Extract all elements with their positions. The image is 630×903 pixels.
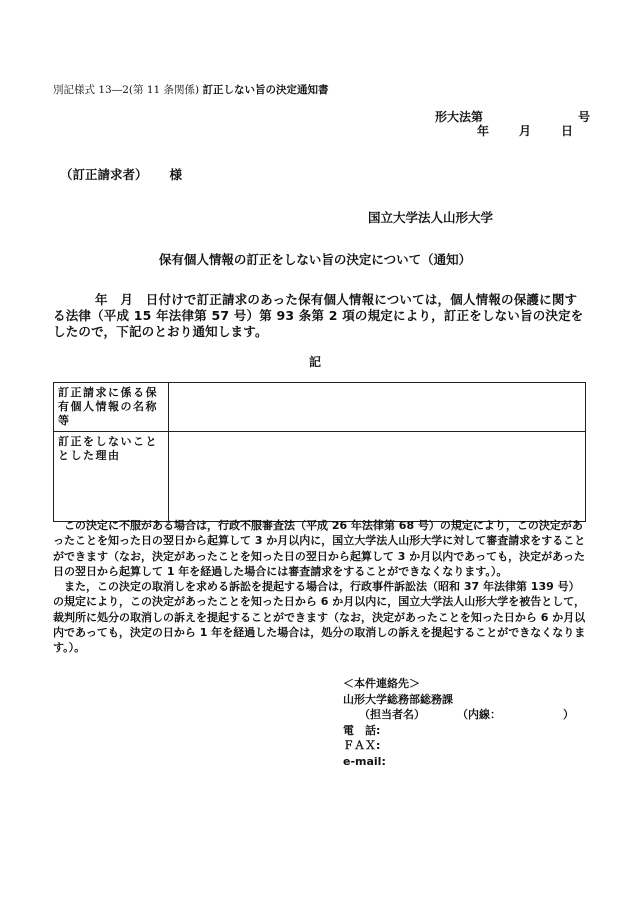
date-day: 日 [561, 124, 574, 138]
table-row [54, 383, 586, 432]
table-row [54, 432, 586, 522]
contact-extension-close: ） [563, 708, 574, 721]
reason-value [169, 432, 586, 522]
appeal-note: この決定に不服がある場合は，行政不服審査法（平成 26 年法律第 68 号）の規定により，この決定があったことを知った日の翌日から起算して 3 か月以内に，国立大学法人山形大学に対して審査請求をすることができます（なお，決定があったことを知った日の翌日から起算して 3 か月以内であっても，決定があった日の翌日から起算して 1 年を経過した場合には審査請求をすることができなくなります。）。 [53, 519, 586, 578]
issue-date [477, 122, 573, 139]
contact-fax: ＦＡＸ: [343, 739, 381, 752]
contact-person-row [343, 707, 574, 723]
date-year: 年 [477, 124, 490, 138]
lawsuit-note: また，この決定の取消しを求める訴訟を提起する場合は，行政事件訴訟法（昭和 37 年法律第 139 号）の規定により，この決定があったことを知った日から 6 か月以内に，国立大学法人山形大学を被告として，裁判所に処分の取消しの訴えを提起することができます（なお，決定があったことを知った日から 6 か月以内であっても，決定の日から 1 年を経過した場合は，処分の取消しの訴えを提起することができなくなります。）。 [53, 580, 586, 655]
document-title: 保有個人情報の訂正をしない旨の決定について（通知） [158, 252, 472, 267]
reason-label: 訂正をしないこととした理由 [54, 432, 169, 522]
contact-email: e-mail: [343, 754, 386, 768]
form-title: 訂正しない旨の決定通知書 [202, 84, 329, 96]
contact-extension-label: （内線： [457, 708, 501, 721]
contact-department: 山形大学総務部総務課 [343, 692, 453, 706]
date-month: 月 [519, 124, 532, 138]
record-table [53, 382, 586, 522]
contact-block [343, 676, 574, 769]
recipient-honorific: 様 [169, 167, 183, 182]
form-header [53, 82, 328, 97]
contact-heading: ＜本件連絡先＞ [343, 677, 420, 690]
sender-name: 国立大学法人山形大学 [368, 210, 494, 225]
notes-section [53, 518, 588, 656]
recipient [60, 165, 182, 183]
document-number-suffix: 号 [578, 110, 591, 124]
info-name-label: 訂正請求に係る保有個人情報の名称等 [54, 383, 169, 432]
contact-person-label: （担当者名） [359, 708, 425, 721]
intro-paragraph: 年 月 日付けで訂正請求のあった保有個人情報については，個人情報の保護に関する法律（平成 15 年法律第 57 号）第 93 条第 2 項の規定により，訂正をしない旨の決定をしたので，下記のとおり通知します。 [53, 292, 584, 339]
form-number: 別記様式 13―2(第 11 条関係) [53, 84, 200, 96]
info-name-value [169, 383, 586, 432]
document-number-prefix: 形大法第 [435, 110, 484, 124]
recipient-placeholder: （訂正請求者） [60, 167, 148, 182]
contact-phone: 電 話: [343, 723, 381, 737]
ki-heading: 記 [308, 355, 321, 369]
